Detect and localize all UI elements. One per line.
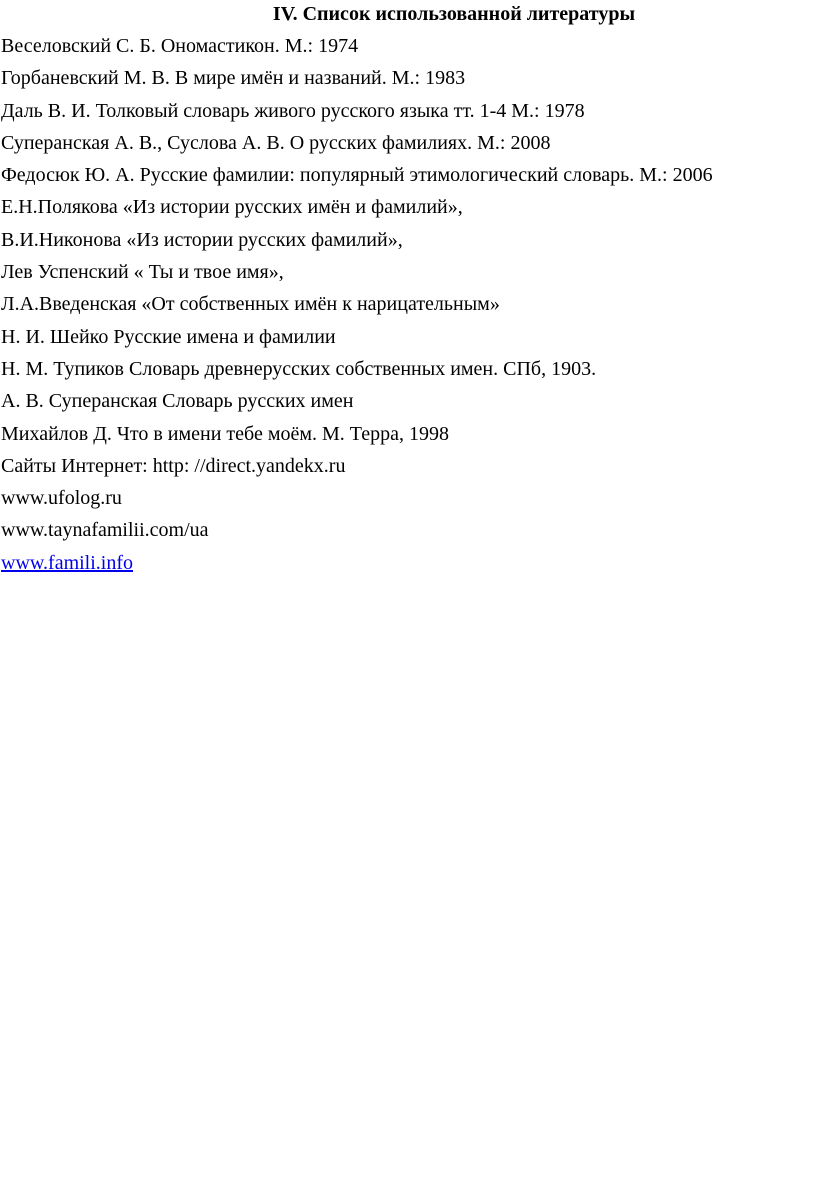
reference-item: Н. М. Тупиков Словарь древнерусских собственных имен. СПб, 1903. bbox=[1, 357, 597, 380]
reference-item: Веселовский С. Б. Ономастикон. М.: 1974 bbox=[1, 35, 359, 57]
reference-item: Суперанская А. В., Суслова А. В. О русских фамилиях. М.: 2008 bbox=[1, 131, 551, 154]
reference-link-item bbox=[1, 547, 713, 579]
reference-item: Л.А.Введенская «От собственных имён к нарицательным» bbox=[1, 293, 500, 316]
reference-item: Михайлов Д. Что в имени тебе моём. М. Терра, 1998 bbox=[1, 422, 450, 445]
reference-item: Е.Н.Полякова «Из истории русских имён и фамилий», bbox=[1, 196, 463, 219]
reference-item: В.И.Никонова «Из истории русских фамилий», bbox=[1, 228, 403, 251]
reference-item: www.taynafamilii.com/ua bbox=[1, 519, 209, 542]
reference-list bbox=[1, 30, 713, 579]
reference-item: Сайты Интернет: http: //direct.yandekx.ru bbox=[1, 454, 346, 477]
reference-item: Н. И. Шейко Русские имена и фамилии bbox=[1, 325, 336, 348]
reference-item: www.ufolog.ru bbox=[1, 487, 122, 510]
famili-info-link[interactable]: www.famili.info bbox=[1, 551, 134, 574]
section-title: IV. Список использованной литературы bbox=[272, 3, 636, 25]
reference-item: Федосюк Ю. А. Русские фамилии: популярный этимологический словарь. М.: 2006 bbox=[1, 164, 713, 187]
reference-item: Горбаневский М. В. В мире имён и названий. М.: 1983 bbox=[1, 67, 466, 90]
reference-item: А. В. Суперанская Словарь русских имен bbox=[1, 390, 354, 413]
reference-item: Лев Успенский « Ты и твое имя», bbox=[1, 261, 284, 284]
reference-item: Даль В. И. Толковый словарь живого русского языка тт. 1-4 М.: 1978 bbox=[1, 99, 585, 122]
